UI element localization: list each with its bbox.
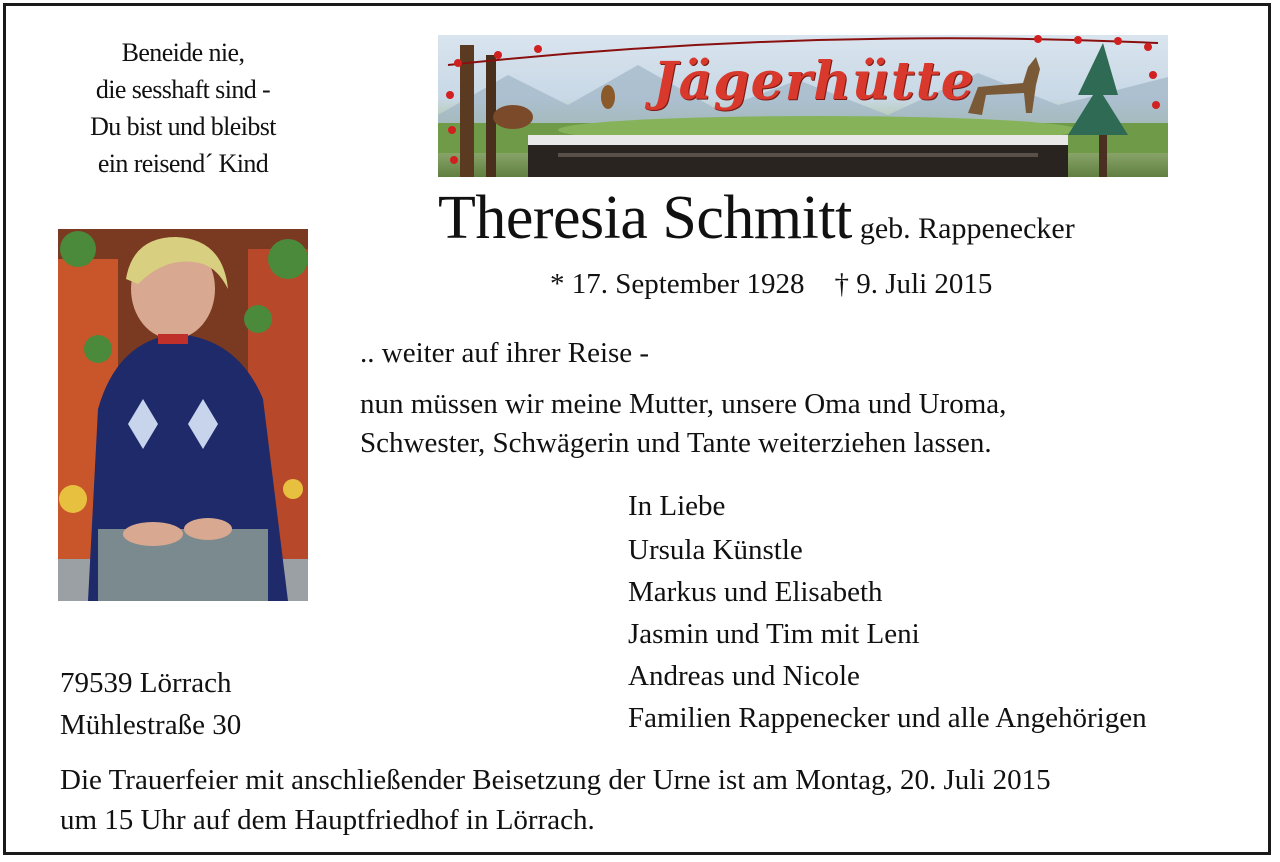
deceased-name-line [438, 183, 1178, 254]
poem-line: die sesshaft sind - [95, 75, 271, 104]
birth-date: * 17. September 1928 [550, 268, 805, 300]
message-line: Schwester, Schwägerin und Tante weiterziehen lassen. [360, 427, 992, 459]
signer-name: Ursula Künstle [628, 534, 803, 566]
deceased-name: Theresia Schmitt [438, 184, 852, 252]
signers-intro: In Liebe [628, 490, 726, 522]
funeral-line: Die Trauerfeier mit anschließender Beisetzung der Urne ist am Montag, 20. Juli 2015 [60, 764, 1051, 796]
signer-name: Jasmin und Tim mit Leni [628, 618, 920, 650]
message-line: nun müssen wir meine Mutter, unsere Oma und Uroma, [360, 388, 1007, 420]
funeral-line: um 15 Uhr auf dem Hauptfriedhof in Lörrach. [60, 804, 595, 836]
poem-line: ein reisend´ Kind [97, 149, 269, 178]
portrait-photo [58, 229, 308, 601]
address-city: 79539 Lörrach [60, 667, 232, 699]
poem-line: Beneide nie, [121, 38, 245, 67]
message-intro: .. weiter auf ihrer Reise - [360, 337, 650, 369]
banner-image [438, 35, 1168, 177]
poem [58, 34, 308, 182]
signers [628, 490, 1147, 744]
signer-name: Familien Rappenecker und alle Angehörigen [628, 702, 1147, 734]
poem-line: Du bist und bleibst [90, 112, 276, 141]
signer-name: Markus und Elisabeth [628, 576, 883, 608]
portrait-scene [58, 229, 308, 601]
funeral-details [60, 760, 1051, 840]
signer-name: Andreas und Nicole [628, 660, 860, 692]
address-street: Mühlestraße 30 [60, 709, 242, 741]
death-date: † 9. Juli 2015 [834, 268, 993, 300]
life-dates [550, 268, 992, 301]
birth-name: geb. Rappenecker [859, 212, 1075, 245]
address [60, 662, 241, 746]
banner-title: Jägerhütte [653, 51, 975, 112]
